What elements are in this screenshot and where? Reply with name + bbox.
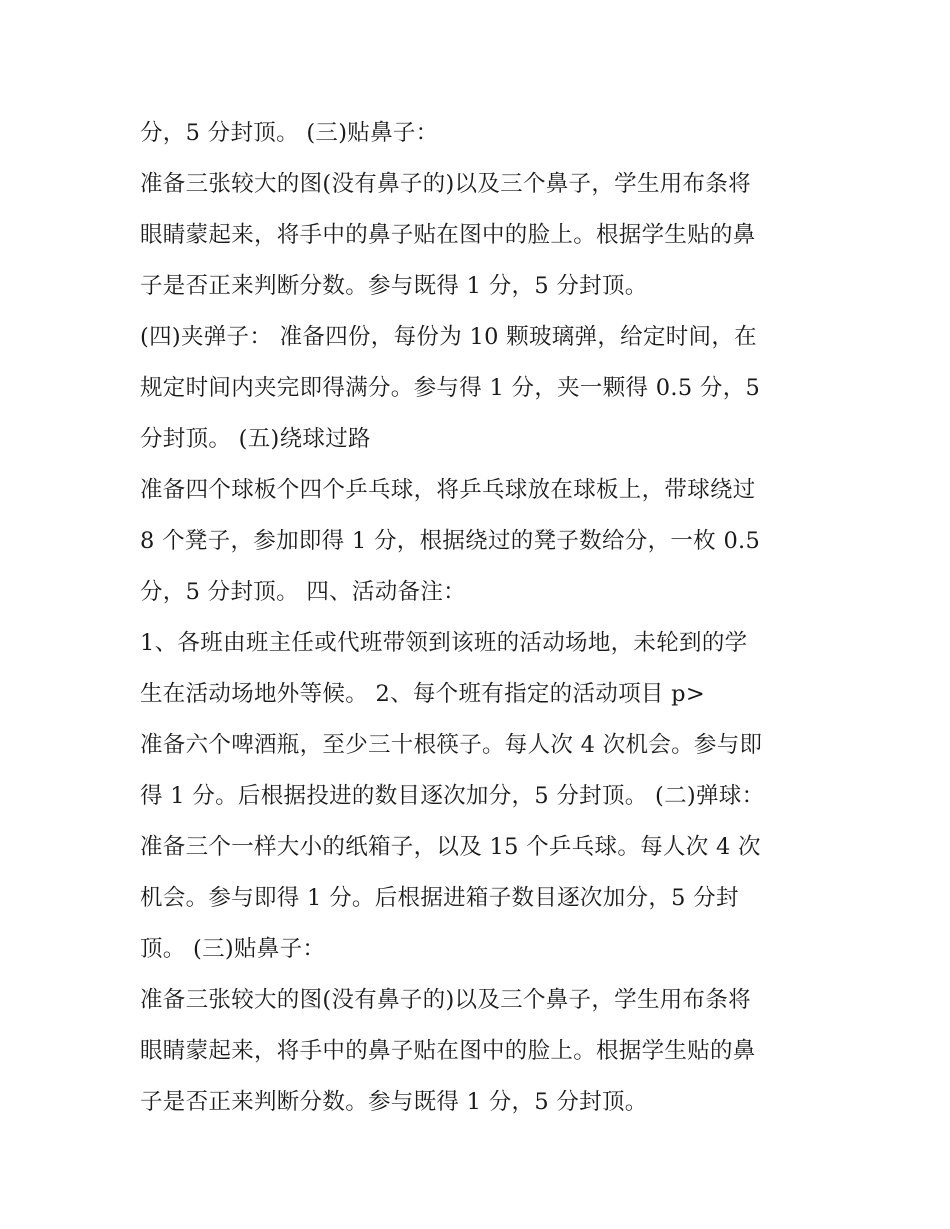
text-line: 8 个凳子，参加即得 1 分，根据绕过的凳子数给分，一枚 0.5 [140, 528, 761, 554]
text-line: 准备三个一样大小的纸箱子，以及 15 个乒乓球。每人次 4 次 [140, 834, 761, 860]
text-line: 准备三张较大的图(没有鼻子的)以及三个鼻子，学生用布条将 [140, 171, 751, 197]
text-line: 规定时间内夹完即得满分。参与得 1 分，夹一颗得 0.5 分，5 [140, 375, 761, 401]
text-line: 得 1 分。后根据投进的数目逐次加分，5 分封顶。 (二)弹球： [140, 783, 765, 809]
text-line: 分，5 分封顶。 (三)贴鼻子： [140, 120, 439, 146]
text-line: 眼睛蒙起来，将手中的鼻子贴在图中的脸上。根据学生贴的鼻 [140, 1038, 756, 1064]
text-line: 准备三张较大的图(没有鼻子的)以及三个鼻子，学生用布条将 [140, 987, 751, 1013]
text-line: 准备四个球板个四个乒乓球，将乒乓球放在球板上，带球绕过 [140, 477, 756, 503]
text-line: 顶。 (三)贴鼻子： [140, 936, 326, 962]
text-line: 分封顶。 (五)绕球过路 [140, 426, 371, 452]
text-line: 生在活动场地外等候。 2、每个班有指定的活动项目 p> [140, 681, 705, 707]
document-body [140, 108, 840, 1128]
text-line: 子是否正来判断分数。参与既得 1 分，5 分封顶。 [140, 273, 648, 299]
text-line: 1、各班由班主任或代班带领到该班的活动场地，未轮到的学 [140, 630, 748, 656]
text-line: 眼睛蒙起来，将手中的鼻子贴在图中的脸上。根据学生贴的鼻 [140, 222, 756, 248]
text-line: 子是否正来判断分数。参与既得 1 分，5 分封顶。 [140, 1089, 648, 1115]
text-line: 机会。参与即得 1 分。后根据进箱子数目逐次加分，5 分封 [140, 885, 739, 911]
text-line: (四)夹弹子： 准备四份，每份为 10 颗玻璃弹，给定时间，在 [140, 324, 757, 350]
text-line: 分，5 分封顶。 四、活动备注： [140, 579, 466, 605]
text-line: 准备六个啤酒瓶，至少三十根筷子。每人次 4 次机会。参与即 [140, 732, 763, 758]
